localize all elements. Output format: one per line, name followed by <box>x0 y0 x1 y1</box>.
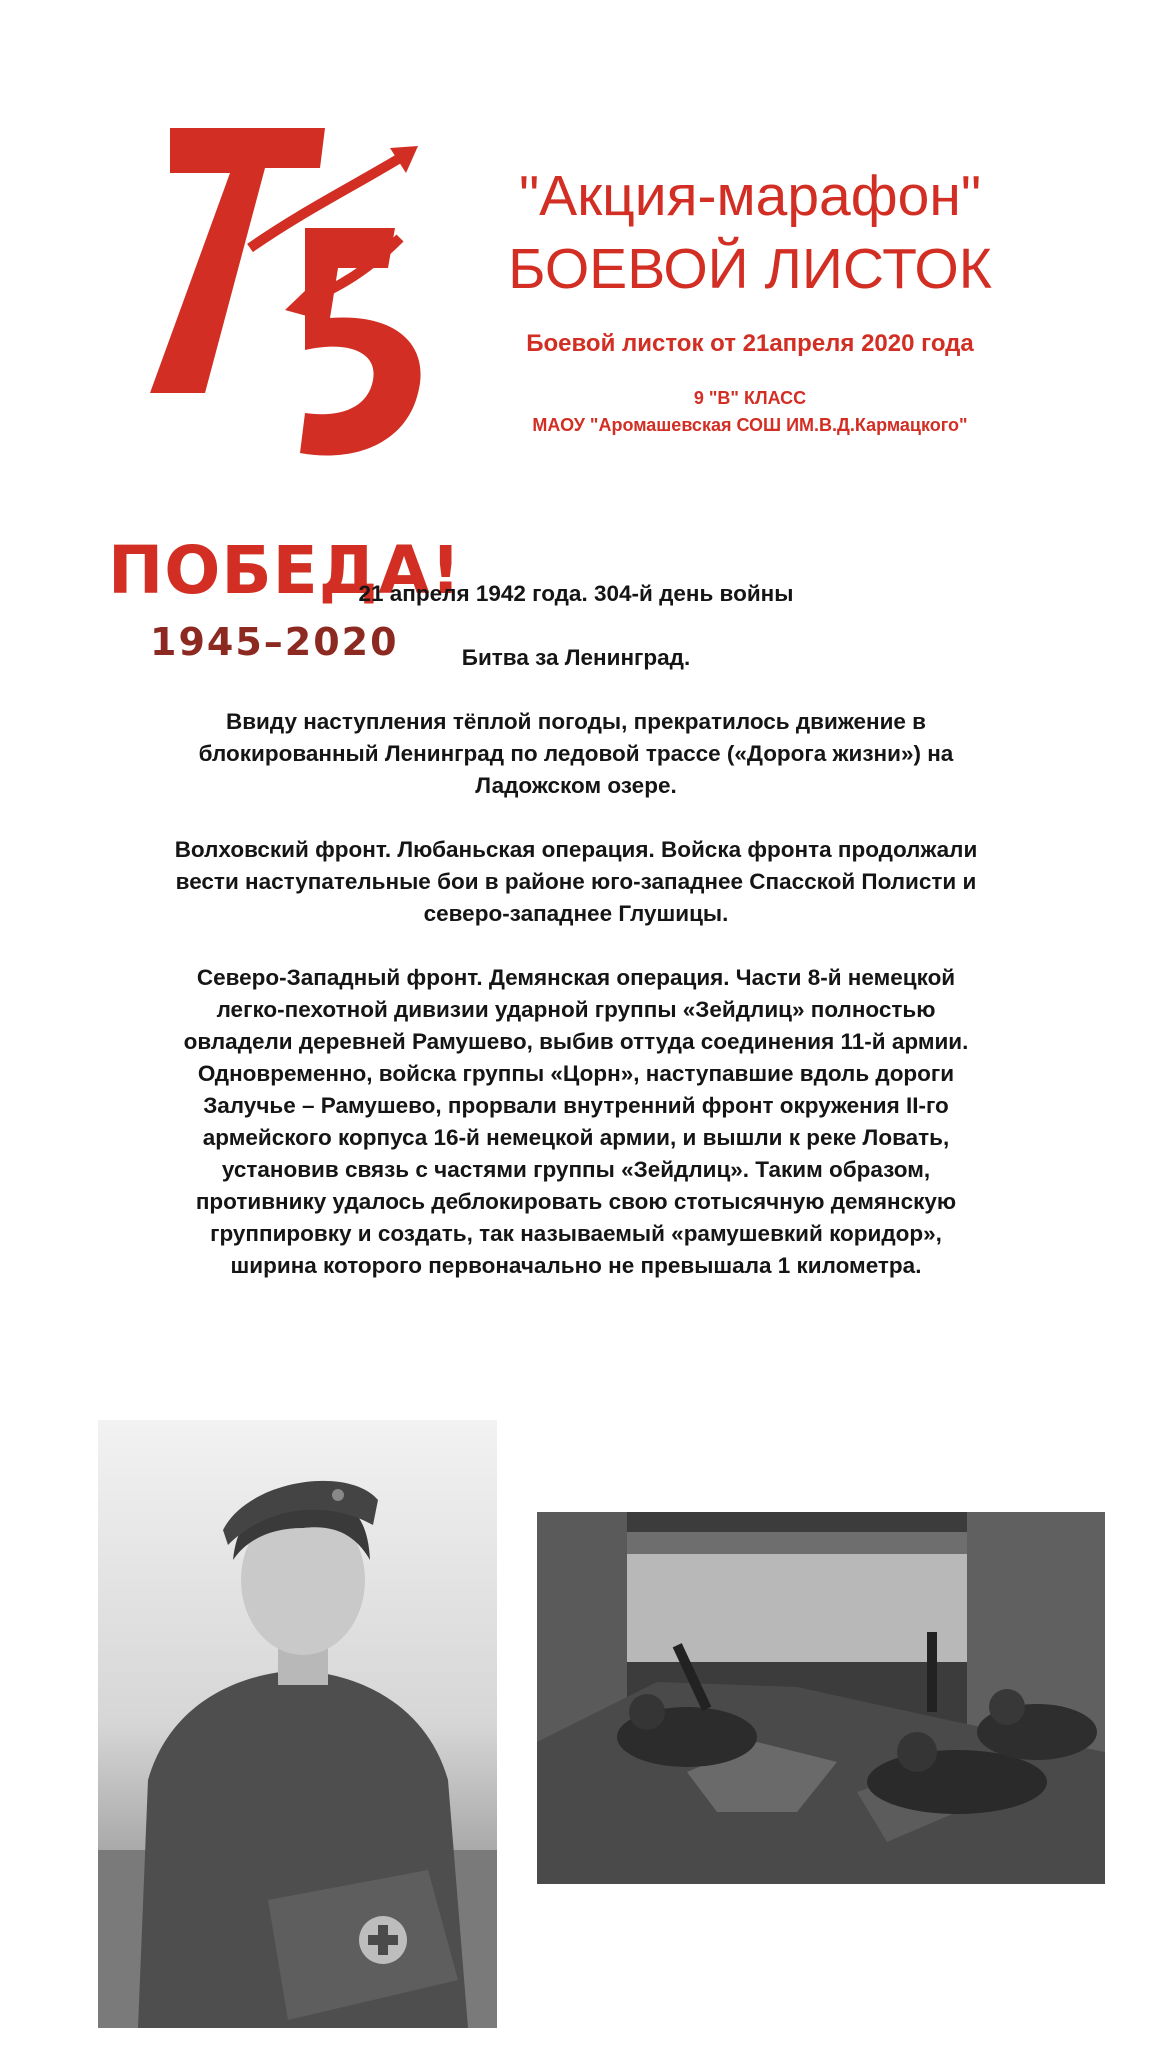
article-dateline: 21 апреля 1942 года. 304-й день войны <box>358 581 794 606</box>
photo-soldiers-position <box>537 1512 1105 1884</box>
logo-75-emblem <box>100 118 480 528</box>
victory-75-logo <box>100 118 480 664</box>
class-label: 9 "В" КЛАСС <box>693 388 807 409</box>
article-paragraph: Ввиду наступления тёплой погоды, прекратилось движение в блокированный Ленинград по ледовой трассе («Дорога жизни») на Ладожском озере. <box>198 709 954 798</box>
logo-years: 1945–2020 <box>150 620 399 664</box>
title-line-1: "Акция-марафон" <box>518 164 982 228</box>
article-paragraph: Волховский фронт. Любаньская операция. Войска фронта продолжали вести наступательные бои в районе юго-западнее Спасской Полисти и северо-западнее Глушицы. <box>174 837 978 926</box>
title-line-2: БОЕВОЙ ЛИСТОК <box>508 236 992 301</box>
issue-date: Боевой листок от 21апреля 2020 года <box>526 330 974 358</box>
article-body <box>170 578 982 1282</box>
school-name: МАОУ "Аромашевская СОШ ИМ.В.Д.Кармацкого" <box>532 415 968 436</box>
article-paragraph: Северо-Западный фронт. Демянская операция. Части 8-й немецкой легко-пехотной дивизии ударной группы «Зейдлиц» полностью овладели деревней Рамушево, выбив оттуда соединения 11-й армии. Одновременно, войска группы «Цорн», наступавшие вдоль дороги Залучье – Рамушево, прорвали внутренний фронт окружения II-го армейского корпуса 16-й немецкой армии, и вышли к реке Ловать, установив связь с частями группы «Зейдлиц». Таким образом, противнику удалось деблокировать свою стотысячную демянскую группировку и создать, так называемый «рамушевкий коридор», ширина которого первоначально не превышала 1 километра. <box>183 965 969 1278</box>
article-heading: Битва за Ленинград. <box>461 645 691 670</box>
logo-word: ПОБЕДА! <box>108 532 462 609</box>
header-titles <box>470 165 1030 436</box>
photo-woman-soldier <box>98 1420 497 2028</box>
